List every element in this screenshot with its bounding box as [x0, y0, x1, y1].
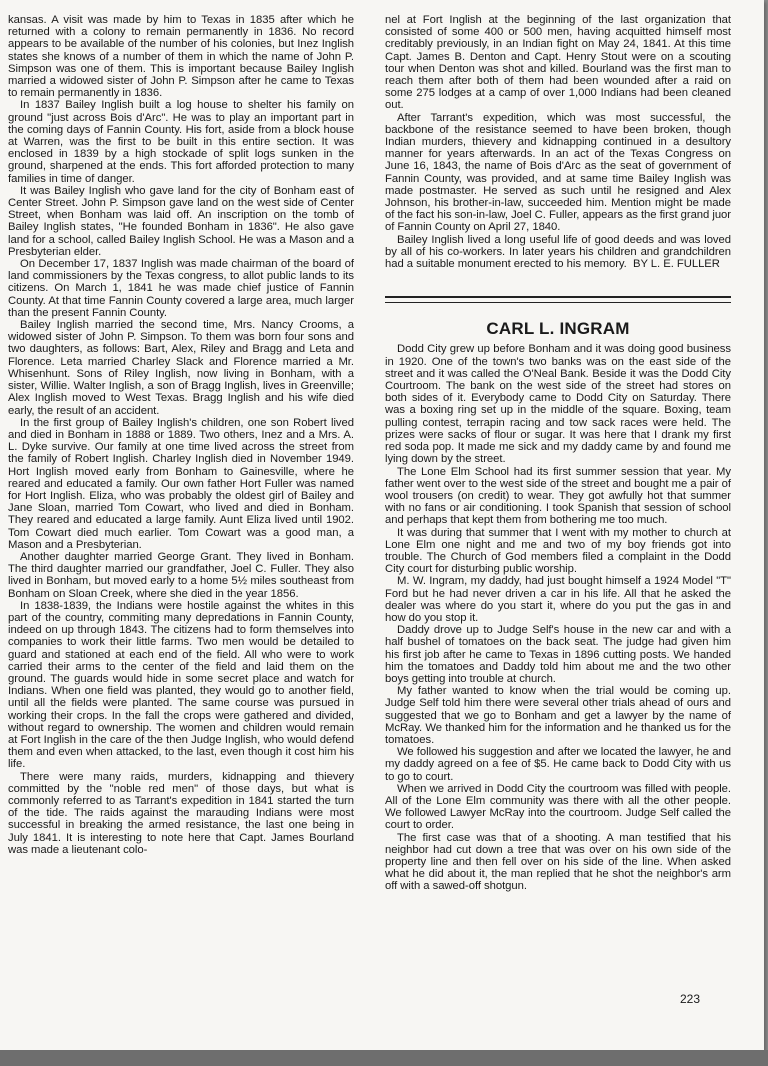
- paragraph: kansas. A visit was made by him to Texas in 1835 after which he returned with a colony to remain permanently in 1836. No record appears to be available of the number of his colonies, but Inez Inglish states she knows of a number of them in which the name of John P. Simpson was one of them. This is important because Bailey Inglish married a widowed sister of John P. Simpson after he came to Texas to remain permanently in 1836.: [8, 14, 354, 100]
- paragraph: In 1838-1839, the Indians were hostile against the whites in this part of the country, commiting many depredations in Fannin County, indeed on up through 1843. The citizens had to form themselves into companies to work their little farms. Two men would be detailed to guard and stationed at each end of the field. All who were to work carried their arms to the center of the field and laid them on the ground. The guards would hide in some secret place and watch for Indians. When one field was planted, they would go to another field, until all the fields were planted. The same course was pursued in working their crops. In the fall the crops were gathered and divided, without regard to ownership. The women and children would remain at Fort Inglish in the care of the then Judge Inglish, who would defend them and even when attacked, to the last, even though it cost him his life.: [8, 599, 354, 771]
- left-column: [8, 14, 354, 856]
- paragraph: M. W. Ingram, my daddy, had just bought himself a 1924 Model "T" Ford but he had never driven a car in his life. All that he asked the dealer was where do you start it, where do you put the gas in and how do you stop it.: [385, 575, 731, 624]
- paragraph: The first case was that of a shooting. A man testified that his neighbor had cut down a tree that was over on his own side of the property line and then fell over on his side of the line. When asked what he did about it, the man replied that he shot the neighbor's arm off with a sawed-off shotgun.: [385, 831, 731, 893]
- paragraph: It was during that summer that I went with my mother to church at Lone Elm one night and me and two of my boy friends got into trouble. The Church of God members filed a complaint in the Dodd City court for disturbing public worship.: [385, 526, 731, 576]
- right-column: [385, 14, 731, 893]
- byline: BY L. E. FULLER: [632, 258, 720, 271]
- paragraph: We followed his suggestion and after we located the lawyer, he and my daddy agreed on a fee of $5. He came back to Dodd City with us to go to court.: [385, 746, 731, 783]
- page-number: 223: [680, 992, 701, 1006]
- paragraph: [385, 234, 731, 271]
- paragraph: When we arrived in Dodd City the courtroom was filled with people. All of the Lone Elm community was there with all the other people. We followed Lawyer McRay into the courtroom. Judge Self called the court to order.: [385, 782, 731, 832]
- paragraph: nel at Fort Inglish at the beginning of the last organization that consisted of some 400 or 500 men, having acquitted himself most creditably previously, in an Indian fight on May 24, 1841. At this time Capt. James B. Denton and Capt. Henry Stout were on a scouting tour when Denton was shot and killed. Bourland was the first man to reach them after both of them had been wounded after a raid on some 275 lodges at a camp of over 1,000 Indians had been cleaned out.: [385, 14, 731, 112]
- paragraph: My father wanted to know when the trial would be coming up. Judge Self told him there were several other trials ahead of ours and suggested that we go to Bonham and get a lawyer by the name of McRay. We thanked him for the information and he thanked us for the tomatoes.: [385, 685, 731, 746]
- paragraph: Daddy drove up to Judge Self's house in the new car and with a half bushel of tomatoes on the back seat. The judge had given him his first job after he came to Texas in 1896 cutting posts. We handed him the tomatoes and Daddy told him about me and the two other boys getting into trouble at church.: [385, 624, 731, 685]
- paragraph: The Lone Elm School had its first summer session that year. My father went over to the west side of the street and bought me a pair of wool trousers (on credit) to wear. They got awfully hot that summer with no fans or air conditioning. I took Spanish that session of school and perhaps that kept them from bothering me too much.: [385, 465, 731, 527]
- paragraph: Bailey Inglish married the second time, Mrs. Nancy Crooms, a widowed sister of John P. Simpson. To them was born four sons and two daughters, as follows: Bart, Alex, Riley and Bragg and Leta and Florence. Leta married Charley Slack and Florence married a Mr. Whisenhunt. Sons of Riley Inglish, now living in Bonham, with a sister, Willie. Walter Inglish, a son of Bragg Inglish, lives in Greenville; Alex Inglish moved to West Texas. Bragg Inglish and his wife died early, the result of an accident.: [8, 319, 354, 417]
- paragraph: In the first group of Bailey Inglish's children, one son Robert lived and died in Bonham in 1888 or 1889. Two others, Inez and a Mrs. A. L. Dyke survive. Our family at one time lived across the street from the family of Robert Inglish. Charley Inglish died in November 1949. Hort Inglish moved early from Bonham to Gainesville, where he reared and educated a family. Our own father Hort Fuller was named for Hort Inglish. Eliza, who was probably the oldest girl of Bailey and Jane Sloan, married Tom Cowart, who lived and died in Bonham. They reared and educated a large family. Aunt Eliza lived until 1902. Tom Cowart died much earlier. Tom Cowart was a good man, a Mason and a Presbyterian.: [8, 416, 354, 551]
- paragraph: Another daughter married George Grant. They lived in Bonham. The third daughter married our grandfather, Joel C. Fuller. They also lived in Bonham, but moved early to a home 5½ miles southeast from Bonham on Sloan Creek, where she died in the year 1856.: [8, 550, 354, 600]
- scan-background: [0, 1050, 768, 1066]
- paragraph: On December 17, 1837 Inglish was made chairman of the board of land commissioners by the Texas congress, to allot public lands to its citizens. On March 1, 1841 he was made chief justice of Fannin County. At that time Fannin County covered a large area, much larger than the present Fannin County.: [8, 258, 354, 319]
- paragraph: After Tarrant's expedition, which was most successful, the backbone of the resistance seemed to have been broken, though Indian murders, thievery and kidnapping continued in a desultory manner for years afterwards. In an act of the Texas Congress on June 16, 1843, the name of Bois d'Arc as the seat of government of Fannin County, was provided, and at same time Bailey Inglish was made postmaster. He served as such until he resigned and Alex Johnson, his brother-in-law, succeeded him. Mention might be made of the fact his son-in-law, Joel C. Fuller, appears as the first grand juor of Fannin County on April 27, 1840.: [385, 111, 731, 234]
- paragraph: Dodd City grew up before Bonham and it was doing good business in 1920. One of the town's two banks was on the east side of the street and it was called the O'Neal Bank. Beside it was the Dodd City Courtroom. The bank on the west side of the street had stores on both sides of it. Everybody came to Dodd City on Saturday. There was a boxing ring set up in the middle of the square. Boxing, team pulling contest, terrapin racing and tow sack races were held. The prizes were sacks of flour or sugar. It was here that I drank my first red soda pop. It made me sick and my daddy came by and found me lying down by the street.: [385, 343, 731, 466]
- article-headline: CARL L. INGRAM: [486, 319, 630, 339]
- section-divider: [385, 296, 731, 303]
- paragraph: There were many raids, murders, kidnapping and thievery committed by the "noble red men" of those days, but what is commonly referred to as Tarrant's expedition in 1841 started the turn of the tide. The raids against the marauding Indians were most successful in breaking the armed resistance, the last one being in July 1841. It is interesting to note here that Capt. James Bourland was made a lieutenant colo-: [8, 770, 354, 856]
- paragraph-text: Bailey Inglish lived a long useful life of good deeds and was loved by all of his co-workers. In later years his children and grandchildren had a suitable monument erected to his memory.: [385, 233, 731, 271]
- paragraph: In 1837 Bailey Inglish built a log house to shelter his family on ground "just across Bois d'Arc". He was to play an important part in the coming days of Fannin County. His fort, aside from a block house at Warren, was the first to be built in this entire section. It was enclosed in 1839 by a high stockade of split logs sunken in the ground, sharpened at the ends. This fort afforded protection to many families in time of danger.: [8, 99, 354, 185]
- paragraph: It was Bailey Inglish who gave land for the city of Bonham east of Center Street. John P. Simpson gave land on the west side of Center Street, when Bonham was laid off. An inscription on the tomb of Bailey Inglish states, "He founded Bonham in 1836". He also gave land for a school, called Bailey Inglish School. He was a Mason and a Presbyterian elder.: [8, 184, 354, 258]
